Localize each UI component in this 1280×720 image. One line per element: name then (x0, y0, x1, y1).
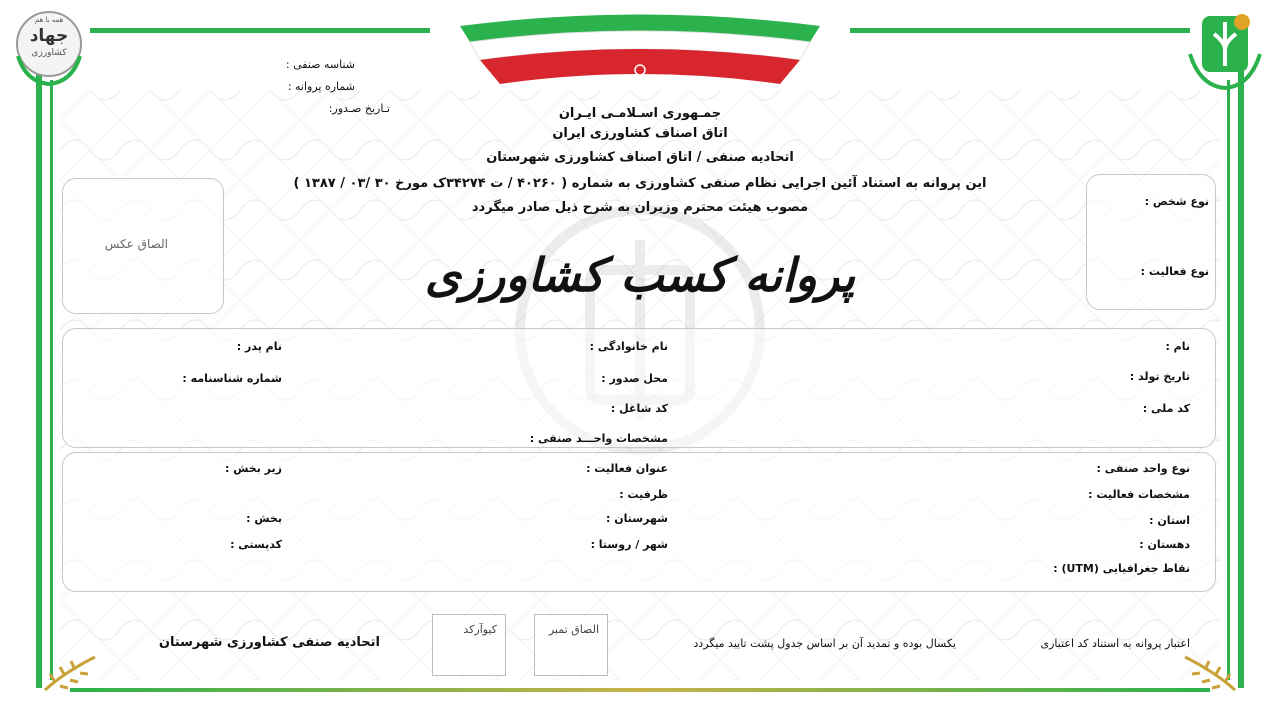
wheat-right-icon (1180, 652, 1240, 692)
rural-district-label: دهستان : (1139, 538, 1190, 551)
bottom-border (70, 688, 1210, 692)
qr-code-box (432, 614, 506, 676)
validity-text: اعتبار پروانه به استناد کد اعتباری (1040, 637, 1190, 650)
id-number-label: شماره شناسنامه : (182, 372, 282, 385)
qr-code-label: کیوآرکد (463, 623, 497, 636)
left-outer-border (36, 40, 42, 688)
header-union: اتحادیه صنفی / اتاق اصناف کشاورزی شهرستان (486, 150, 794, 165)
activity-specs-label: مشخصات فعالیت : (1088, 488, 1190, 501)
person-type-label: نوع شخص : (1144, 195, 1209, 208)
wheat-left-icon (40, 652, 100, 692)
header-regulation: این پروانه به استناد آئین اجرایی نظام صنفی کشاورزی به شماره ( ۴۰۲۶۰ / ت ۳۴۲۷۴ک مورخ ۳۰ /۰۳ / ۱۳۸۷ ) (293, 176, 987, 191)
birth-date-label: تاریخ تولد : (1129, 370, 1190, 383)
header-chamber: اتاق اصناف کشاورزی ایران (552, 126, 728, 141)
name-label: نام : (1165, 340, 1190, 353)
subsector-label: زیر بخش : (225, 462, 282, 475)
header-republic: جمـهوری اسـلامـی ایـران (558, 106, 722, 121)
family-name-label: نام خانوادگی : (589, 340, 668, 353)
logo-sub-text: کشاورزی (31, 48, 67, 58)
license-number-label: شماره پروانه : (287, 80, 355, 93)
header-approval: مصوب هیئت محترم وزیران به شرح ذیل صادر میگردد (471, 200, 809, 215)
province-label: استان : (1149, 514, 1190, 527)
jihad-keshavarzi-logo (6, 6, 92, 86)
capacity-label: ظرفیت : (619, 488, 668, 501)
logo-top-text: همه با هم (34, 16, 64, 24)
activity-title-label: عنوان فعالیت : (586, 462, 668, 475)
union-signature-text: اتحادیه صنفی کشاورزی شهرستان (158, 635, 380, 650)
stamp-label: الصاق تمبر (548, 623, 599, 636)
top-right-border (850, 28, 1190, 33)
job-code-label: کد شاغل : (610, 402, 668, 415)
district-label: بخش : (246, 512, 282, 525)
iran-flag-ribbon-icon (450, 8, 830, 88)
renewal-text: یکسال بوده و تمدید آن بر اساس جدول پشت تایید میگردد (693, 637, 956, 650)
person-type-box (1086, 174, 1216, 310)
unit-specs-label: مشخصات واحـــد صنفی : (529, 432, 668, 445)
sanaf-id-label: شناسه صنفی : (285, 58, 355, 71)
issue-date-label: تـاریخ صـدور: (328, 102, 390, 115)
unit-type-label: نوع واحد صنفی : (1096, 462, 1190, 475)
utm-label: نقاط جغرافیایی (UTM) : (1053, 562, 1190, 575)
right-outer-border (1238, 40, 1244, 688)
photo-box (62, 178, 224, 314)
certificate-title: پروانه کسب کشاورزی (424, 248, 856, 302)
county-label: شهرستان : (606, 512, 668, 525)
agriculture-guild-logo-icon (1180, 6, 1270, 92)
national-code-label: کد ملی : (1142, 402, 1190, 415)
father-name-label: نام پدر : (236, 340, 282, 353)
postal-code-label: کدپستی : (230, 538, 282, 551)
right-inner-border (1227, 80, 1230, 680)
photo-label: الصاق عکس (104, 237, 168, 251)
city-village-label: شهر / روستا : (590, 538, 668, 551)
issue-place-label: محل صدور : (601, 372, 668, 385)
logo-main-text: جهاد (29, 26, 69, 46)
top-left-border (90, 28, 430, 33)
stamp-box (534, 614, 608, 676)
activity-type-label: نوع فعالیت : (1140, 265, 1209, 278)
left-inner-border (50, 80, 53, 680)
